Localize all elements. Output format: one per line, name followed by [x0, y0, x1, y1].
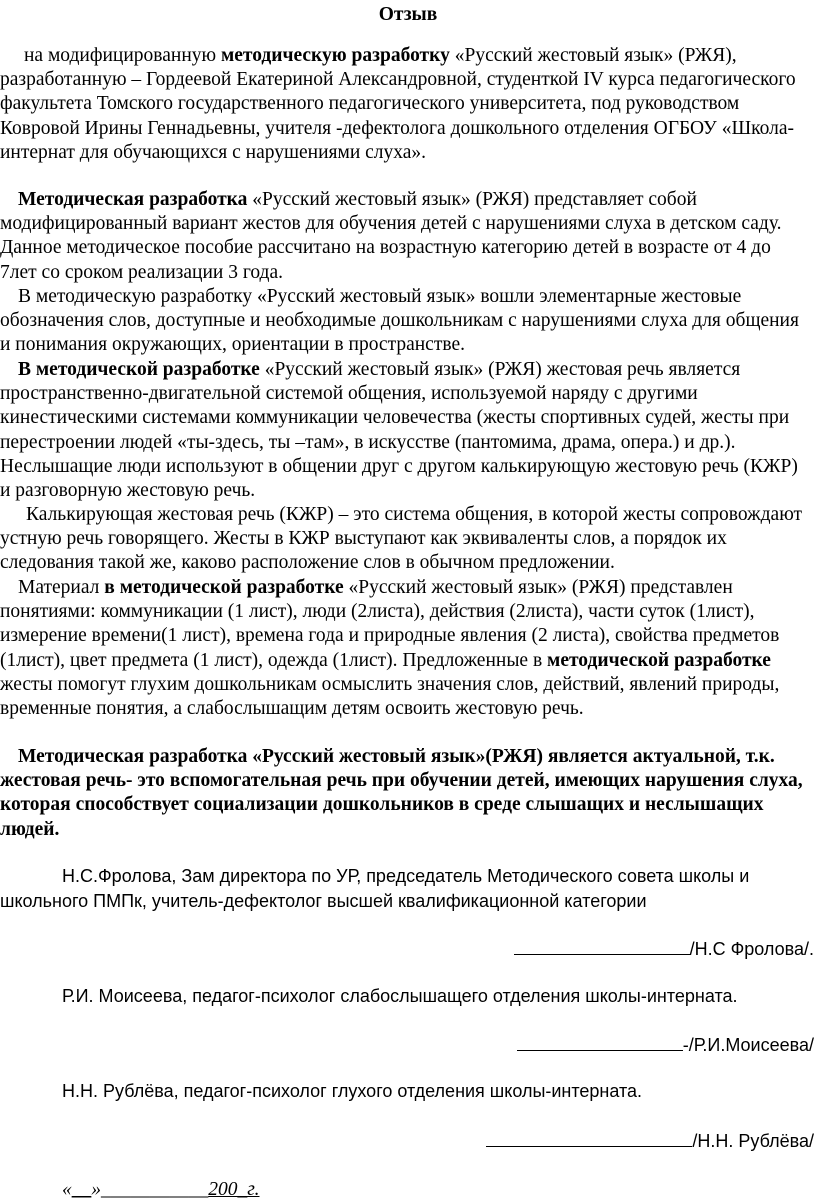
date-open-quote: « [62, 1179, 72, 1200]
reviewer-1-text [0, 864, 812, 913]
reviewer-2-signature: -/Р.И.Моисеева/ [682, 1035, 814, 1055]
paragraph-1 [0, 188, 812, 285]
paragraph-3-bold: В методической разработке [18, 359, 260, 380]
reviewer-3-description: Н.Н. Рублёва, педагог-психолог глухого отделения школы-интерната. [62, 1081, 643, 1101]
paragraph-5 [0, 576, 812, 721]
paragraph-3 [0, 358, 812, 503]
reviewer-2-text [0, 984, 812, 1009]
document-title: Отзыв [378, 4, 438, 25]
intro-paragraph [0, 44, 812, 165]
paragraph-4-text: Калькирующая жестовая речь (КЖР) – это система общения, в которой жесты сопровождают устную речь говорящего. Жесты в КЖР выступают как эквиваленты слов, а порядок их следования такой же, каково расположение слов в обычном предложении. [0, 504, 803, 574]
paragraph-1-text: «Русский жестовый язык» (РЖЯ) представляет собой модифицированный вариант жестов для обучения детей с нарушениями слуха в детском саду. Данное методическое пособие рассчитано на возрастную категорию детей в возрасте от 4 до 7лет со сроком реализации 3 года. [0, 189, 782, 283]
intro-bold-1: методическую разработку [220, 45, 450, 66]
reviewer-1-signature-line [514, 936, 814, 962]
reviewer-3-text [0, 1079, 812, 1104]
reviewer-2-description: Р.И. Моисеева, педагог-психолог слабослышащего отделения школы-интерната. [62, 986, 738, 1006]
paragraph-5-text-3: жесты помогут глухим дошкольникам осмыслить значения слов, действий, явлений природы, временные понятия, а слабослышащим детям освоить жестовую речь. [0, 673, 780, 720]
paragraph-5-bold-2: методической разработке [547, 649, 771, 671]
paragraph-3-text: «Русский жестовый язык» (РЖЯ) жестовая речь является пространственно-двигательной системой общения, используемой наряду с другими кинестическими системами коммуникации человечества (жесты спортивных судей, жесты при перестроении людей «ты-здесь, ты –там», в искусстве (пантомима, драма, опера.) и др.). Неслышащие люди используют в общении друг с другом калькирующую жестовую речь (КЖР) и разговорную жестовую речь. [0, 359, 798, 502]
date-line [62, 1178, 259, 1202]
date-year: 200_г. [208, 1179, 260, 1200]
paragraph-5-text-2: «Русский жестовый язык» (РЖЯ) представлен понятиями: коммуникации (1 лист), люди (2листа), действия (2листа), части суток (1лист), измерение времени(1 лист), времена года и природные явления (2 листа), свойства предметов (1лист), цвет предмета (1 лист), одежда (1лист). Предложенные в [0, 577, 780, 671]
paragraph-6-bold: Методическая разработка [18, 746, 248, 767]
date-close-quote: » [91, 1179, 101, 1200]
paragraph-4 [0, 503, 812, 576]
paragraph-2-text: В методическую разработку «Русский жестовый язык» вошли элементарные жестовые обозначения слов, доступные и необходимые дошкольникам с нарушениями слуха для общения и понимания окружающих, ориентации в пространстве. [0, 286, 799, 356]
reviewer-3-signature: /Н.Н. Рублёва/ [692, 1131, 814, 1151]
reviewer-1-signature: /Н.С Фролова/. [689, 939, 814, 959]
reviewer-1-description: Н.С.Фролова, Зам директора по УР, председатель Методического совета школы и школьного ПМПк, учитель-дефектолог высшей квалификационной категории [0, 866, 750, 911]
reviewer-2-signature-line [517, 1032, 814, 1058]
signature-blank [514, 936, 690, 955]
date-month-blank: ___________ [101, 1179, 209, 1200]
paragraph-1-bold: Методическая разработка [18, 189, 248, 210]
signature-blank [486, 1128, 692, 1147]
reviewer-3-signature-line [486, 1128, 814, 1154]
intro-text-1: на модифицированную [24, 45, 221, 66]
paragraph-6 [0, 745, 812, 842]
signature-blank [517, 1032, 683, 1051]
paragraph-2 [0, 285, 812, 358]
paragraph-5-bold-1: в методической разработке [104, 577, 344, 598]
paragraph-5-text-1: Материал [18, 577, 105, 598]
paragraph-6-text: «Русский жестовый язык»(РЖЯ) является актуальной, т.к. жестовая речь- это вспомогательная речь при обучении детей, имеющих нарушения слуха, которая способствует социализации дошкольников в среде слышащих и неслышащих людей. [0, 746, 803, 840]
date-day-blank: __ [71, 1179, 92, 1200]
intro-text-2: «Русский жестовый язык» (РЖЯ), разработанную – Гордеевой Екатериной Александровной, студенткой IV курса педагогического факультета Томского государственного педагогического университета, под руководством Ковровой Ирины Геннадьевны, учителя -дефектолога дошкольного отделения ОГБОУ «Школа-интернат для обучающихся с нарушениями слуха». [0, 45, 796, 163]
